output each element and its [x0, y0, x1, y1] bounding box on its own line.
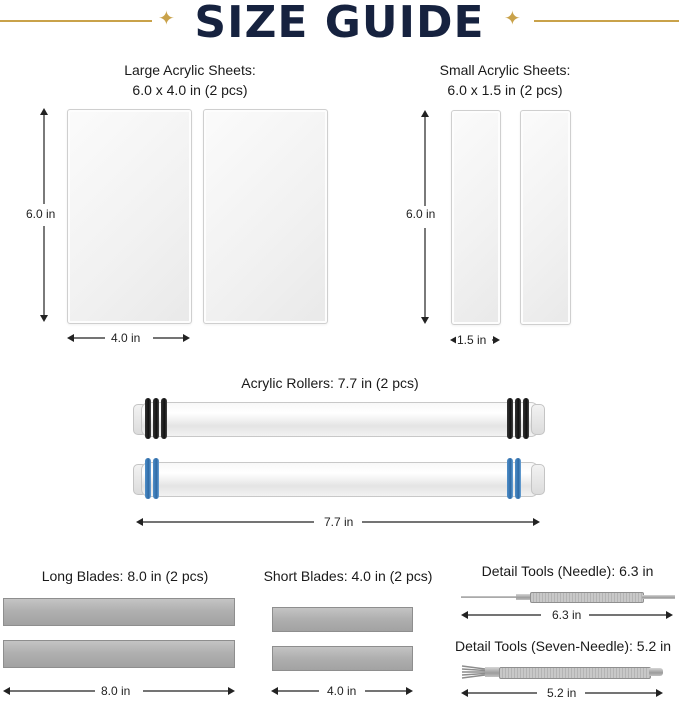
needle-tool-collar — [516, 594, 530, 600]
roller-black-ring-4 — [507, 398, 513, 439]
small-sheet-height-label: 6.0 in — [402, 207, 439, 221]
large-sheets-title-line1: Large Acrylic Sheets: — [124, 62, 256, 78]
sparkle-icon-left: ✦ — [158, 8, 175, 30]
rollers-title: Acrylic Rollers: 7.7 in (2 pcs) — [241, 375, 419, 391]
small-sheet-width-label: 1.5 in — [457, 333, 487, 347]
roller-blue-ring-4 — [515, 458, 521, 499]
roller-black-ring-3 — [161, 398, 167, 439]
needle-tool-title: Detail Tools (Needle): 6.3 in — [481, 563, 654, 579]
short-blades-title: Short Blades: 4.0 in (2 pcs) — [263, 568, 433, 584]
long-blade-length-label: 8.0 in — [97, 684, 134, 698]
small-sheets-title-line1: Small Acrylic Sheets: — [439, 62, 571, 78]
roller-length-label: 7.7 in — [320, 515, 357, 529]
long-blades-title: Long Blades: 8.0 in (2 pcs) — [41, 568, 209, 584]
needle-tool — [461, 590, 675, 604]
roller-black-ring-1 — [145, 398, 151, 439]
large-sheet-1 — [67, 109, 192, 324]
short-blade-length-label: 4.0 in — [323, 684, 360, 698]
seven-needle-tool-handle — [499, 667, 651, 679]
needle-tool-end — [642, 595, 675, 599]
short-blade-1 — [272, 607, 413, 632]
seven-needle-tool-collar — [485, 667, 499, 677]
roller-black-cap-right — [531, 404, 545, 435]
small-sheet-1 — [451, 110, 501, 325]
roller-black-ring-5 — [515, 398, 521, 439]
roller-blue — [133, 457, 545, 501]
sparkle-icon-right: ✦ — [504, 8, 521, 30]
seven-needle-tool-title: Detail Tools (Seven-Needle): 5.2 in — [454, 638, 672, 654]
long-blade-1 — [3, 598, 235, 626]
large-sheet-2 — [203, 109, 328, 324]
roller-black-tube — [141, 402, 539, 437]
roller-blue-cap-right — [531, 464, 545, 495]
seven-needle-tool-end — [649, 668, 663, 676]
roller-blue-tube — [141, 462, 539, 497]
large-sheet-width-label: 4.0 in — [107, 331, 144, 345]
seven-needle-tool — [461, 662, 663, 682]
large-sheets-title-line2: 6.0 x 4.0 in (2 pcs) — [132, 82, 248, 98]
header-rule-right — [534, 20, 679, 22]
roller-blue-ring-1 — [145, 458, 151, 499]
roller-blue-ring-3 — [507, 458, 513, 499]
roller-blue-ring-2 — [153, 458, 159, 499]
small-sheets-title-line2: 6.0 x 1.5 in (2 pcs) — [447, 82, 563, 98]
needle-tool-length-label: 6.3 in — [548, 608, 585, 622]
roller-black-ring-6 — [523, 398, 529, 439]
large-sheets-title — [60, 60, 320, 100]
short-blade-2 — [272, 646, 413, 671]
small-sheet-2 — [520, 110, 571, 325]
needle-tool-tip — [461, 596, 516, 598]
roller-black-ring-2 — [153, 398, 159, 439]
seven-needle-tool-length-label: 5.2 in — [543, 686, 580, 700]
page-title: SIZE GUIDE — [194, 0, 485, 48]
roller-black — [133, 397, 545, 441]
long-blade-2 — [3, 640, 235, 668]
small-sheets-title — [400, 60, 610, 100]
large-sheet-height-label: 6.0 in — [22, 207, 59, 221]
needle-tool-handle — [530, 592, 644, 603]
